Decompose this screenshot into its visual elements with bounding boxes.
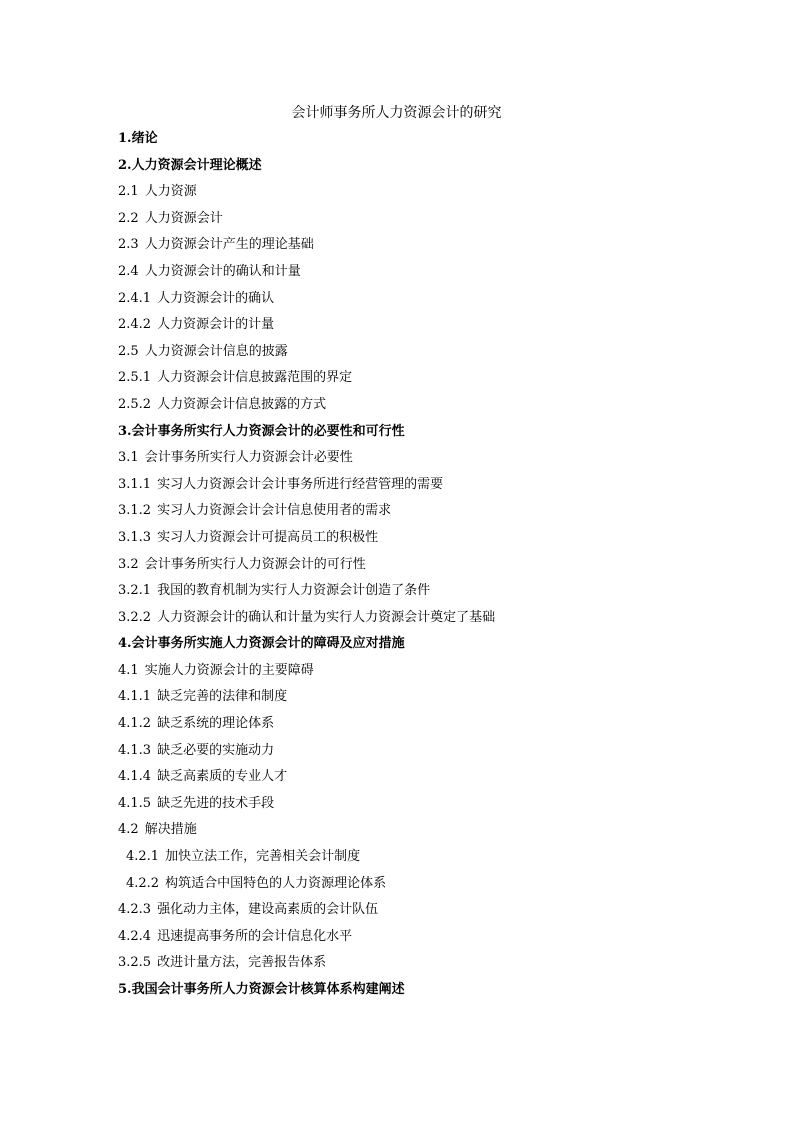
toc-entry-text: 人力资源会计的确认和计量为实行人力资源会计奠定了基础 [157,609,496,625]
toc-entry [118,953,738,980]
toc-entry-number: 3.2.2 [118,609,152,625]
toc-entry [118,289,738,316]
toc-entry-number: 2.5.2 [118,396,152,412]
toc-entry [118,422,738,449]
toc-entry-number: 3.2.1 [118,583,152,599]
toc-entry-text: 人力资源会计的确认 [157,290,275,306]
toc-entry-number: 4.1.3 [118,742,152,758]
toc-entry-number: 3.1 [118,450,139,466]
toc-entry-number: 2.4 [118,263,139,279]
toc-entry-text: 缺乏系统的理论体系 [157,716,275,732]
toc-entry [118,927,738,954]
toc-entry-text: 人力资源会计的计量 [157,317,275,333]
toc-entry-number: 2. [118,157,132,173]
toc-entry-number: 3.2.5 [118,955,152,971]
toc-entry [118,767,738,794]
toc-entry [118,555,738,582]
toc-entry-number: 4.1.1 [118,689,152,705]
toc-entry [118,687,738,714]
toc-entry [118,209,738,236]
toc-entry-number: 3.2 [118,556,139,572]
toc-entry-text: 强化动力主体，建设高素质的会计队伍 [157,902,379,918]
toc-entry-number: 4.2.3 [118,902,152,918]
toc-entry-number: 3.1.3 [118,529,152,545]
toc-entry-number: 4. [118,636,132,652]
toc-entry [118,581,738,608]
toc-entry [118,714,738,741]
toc-entry [118,820,738,847]
toc-entry-number: 4.1.4 [118,769,152,785]
toc-entry [118,501,738,528]
toc-entry-text: 人力资源会计产生的理论基础 [144,237,314,253]
toc-entry-number: 2.4.1 [118,290,152,306]
toc-entry [118,980,738,1007]
toc-entry-text: 人力资源会计理论概述 [131,157,262,173]
toc-entry [118,475,738,502]
toc-entry [118,182,738,209]
toc-entry [118,634,738,661]
toc-entry-text: 实施人力资源会计的主要障碍 [144,662,314,678]
toc-entry-number: 2.3 [118,237,139,253]
toc-entry [118,129,738,156]
toc-entry [118,156,738,183]
toc-entry-text: 人力资源会计信息的披露 [144,343,288,359]
toc-entry [118,874,738,901]
toc-entry-number: 2.5.1 [118,370,152,386]
toc-entry-text: 我国的教育机制为实行人力资源会计创造了条件 [157,583,431,599]
toc-entry-number: 4.2.4 [118,928,152,944]
toc-entry-text: 实习人力资源会计会计事务所进行经营管理的需要 [157,476,444,492]
toc-entry-number: 2.1 [118,184,139,200]
toc-entry-text: 缺乏先进的技术手段 [157,795,275,811]
toc-entry-text: 构筑适合中国特色的人力资源理论体系 [165,875,387,891]
toc-entry-text: 解决措施 [144,822,197,838]
toc-entry-number: 4.2 [118,822,139,838]
toc-entry-text: 缺乏高素质的专业人才 [157,769,288,785]
toc-entry-text: 缺乏必要的实施动力 [157,742,275,758]
toc-entry-text: 缺乏完善的法律和制度 [157,689,288,705]
toc-entry-number: 4.2.2 [126,875,160,891]
toc-entry-number: 2.5 [118,343,139,359]
toc-entry-text: 改进计量方法，完善报告体系 [157,955,327,971]
toc-entry-text: 实习人力资源会计会计信息使用者的需求 [157,503,392,519]
toc-entry-text: 人力资源会计信息披露范围的界定 [157,370,353,386]
toc-entry [118,847,738,874]
toc-entry-number: 4.1.5 [118,795,152,811]
toc-entry-number: 3.1.1 [118,476,152,492]
toc-entry-text: 人力资源会计 [144,210,223,226]
toc-entry [118,342,738,369]
toc-entry [118,262,738,289]
toc-entry-text: 会计事务所实行人力资源会计的必要性和可行性 [131,423,405,439]
toc-entry-number: 3. [118,423,132,439]
toc-entry-text: 人力资源会计信息披露的方式 [157,396,327,412]
toc-entry [118,315,738,342]
toc-entry [118,528,738,555]
toc-entry-number: 4.1 [118,662,139,678]
toc-entry [118,900,738,927]
toc-entry-number: 4.1.2 [118,716,152,732]
toc-entry-text: 实习人力资源会计可提高员工的积极性 [157,529,379,545]
toc-entry-text: 迅速提高事务所的会计信息化水平 [157,928,353,944]
toc-entry-number: 5. [118,982,132,997]
toc-entry-text: 我国会计事务所人力资源会计核算体系构建阐述 [131,982,405,997]
toc-entry-text: 人力资源会计的确认和计量 [144,263,301,279]
toc-entry-number: 3.1.2 [118,503,152,519]
toc-entry-text: 加快立法工作，完善相关会计制度 [165,849,361,865]
toc-entry-text: 会计事务所实行人力资源会计必要性 [144,450,353,466]
table-of-contents [118,129,738,1007]
toc-entry [118,794,738,821]
toc-entry [118,661,738,688]
toc-entry-text: 人力资源 [144,184,197,200]
toc-entry-number: 2.4.2 [118,317,152,333]
toc-entry-number: 2.2 [118,210,139,226]
toc-entry-number: 1. [118,131,132,146]
toc-entry [118,395,738,422]
document-title: 会计师事务所人力资源会计的研究 [291,105,502,121]
toc-entry-number: 4.2.1 [126,849,160,865]
toc-entry [118,368,738,395]
toc-entry [118,741,738,768]
toc-entry [118,235,738,262]
toc-entry-text: 会计事务所实行人力资源会计的可行性 [144,556,366,572]
toc-entry-text: 会计事务所实施人力资源会计的障碍及应对措施 [131,636,405,652]
toc-entry-text: 绪论 [131,131,158,146]
toc-entry [118,448,738,475]
toc-entry [118,608,738,635]
